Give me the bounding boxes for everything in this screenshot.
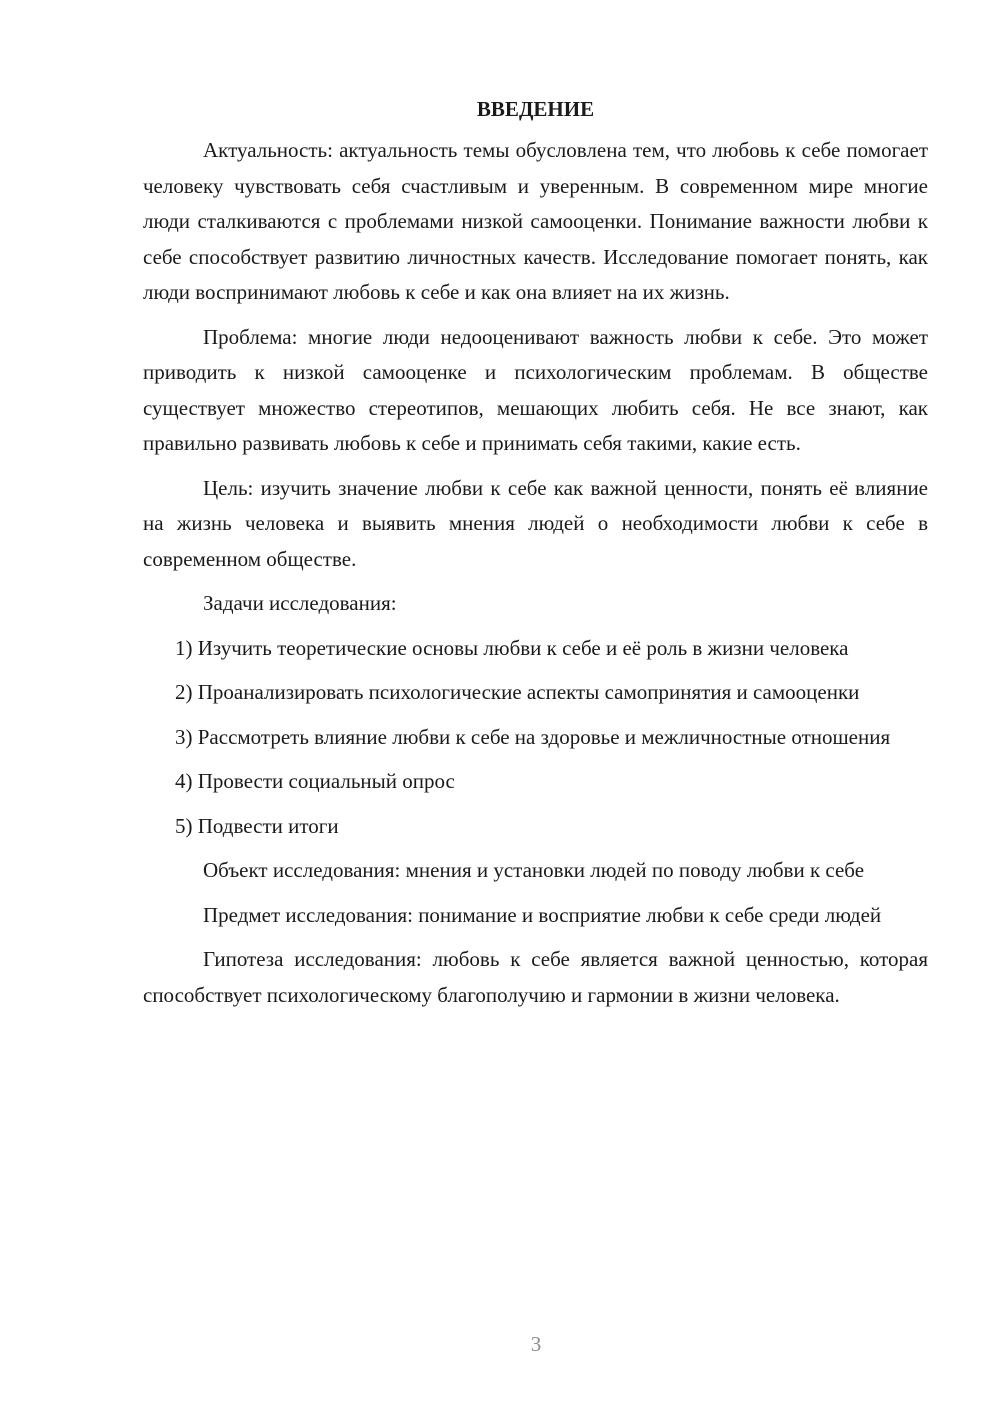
- page-number: 3: [530, 1332, 542, 1356]
- task-item-4: 4) Провести социальный опрос: [175, 769, 455, 793]
- paragraph-relevance: Актуальность: актуальность темы обусловлена тем, что любовь к себе помогает человеку чувствовать себя счастливым и уверенным. В современном мире многие люди сталкиваются с проблемами низкой самооценки. Понимание важности любви к себе способствует развитию личностных качеств. Исследование помогает понять, как люди воспринимают любовь к себе и как она влияет на их жизнь.: [143, 138, 928, 304]
- paragraph-problem: Проблема: многие люди недооценивают важность любви к себе. Это может приводить к низкой самооценке и психологическим проблемам. В обществе существует множество стереотипов, мешающих любить себя. Не все знают, как правильно развивать любовь к себе и принимать себя такими, какие есть.: [143, 324, 928, 455]
- paragraph-goal: Цель: изучить значение любви к себе как важной ценности, понять её влияние на жизнь человека и выявить мнения людей о необходимости любви к себе в современном обществе.: [143, 475, 928, 571]
- section-title: ВВЕДЕНИЕ: [476, 97, 595, 121]
- task-item-3: 3) Рассмотреть влияние любви к себе на здоровье и межличностные отношения: [175, 724, 891, 749]
- paragraph-hypothesis: Гипотеза исследования: любовь к себе является важной ценностью, которая способствует психологическому благополучию и гармонии в жизни человека.: [143, 947, 928, 1007]
- tasks-heading: Задачи исследования:: [203, 591, 397, 615]
- paragraph-subject: Предмет исследования: понимание и восприятие любви к себе среди людей: [203, 902, 882, 927]
- task-item-2: 2) Проанализировать психологические аспекты самопринятия и самооценки: [175, 680, 860, 704]
- task-item-1: 1) Изучить теоретические основы любви к себе и её роль в жизни человека: [175, 635, 849, 660]
- document-page: [143, 92, 928, 1022]
- task-item-5: 5) Подвести итоги: [175, 813, 339, 838]
- paragraph-object: Объект исследования: мнения и установки людей по поводу любви к себе: [203, 858, 865, 882]
